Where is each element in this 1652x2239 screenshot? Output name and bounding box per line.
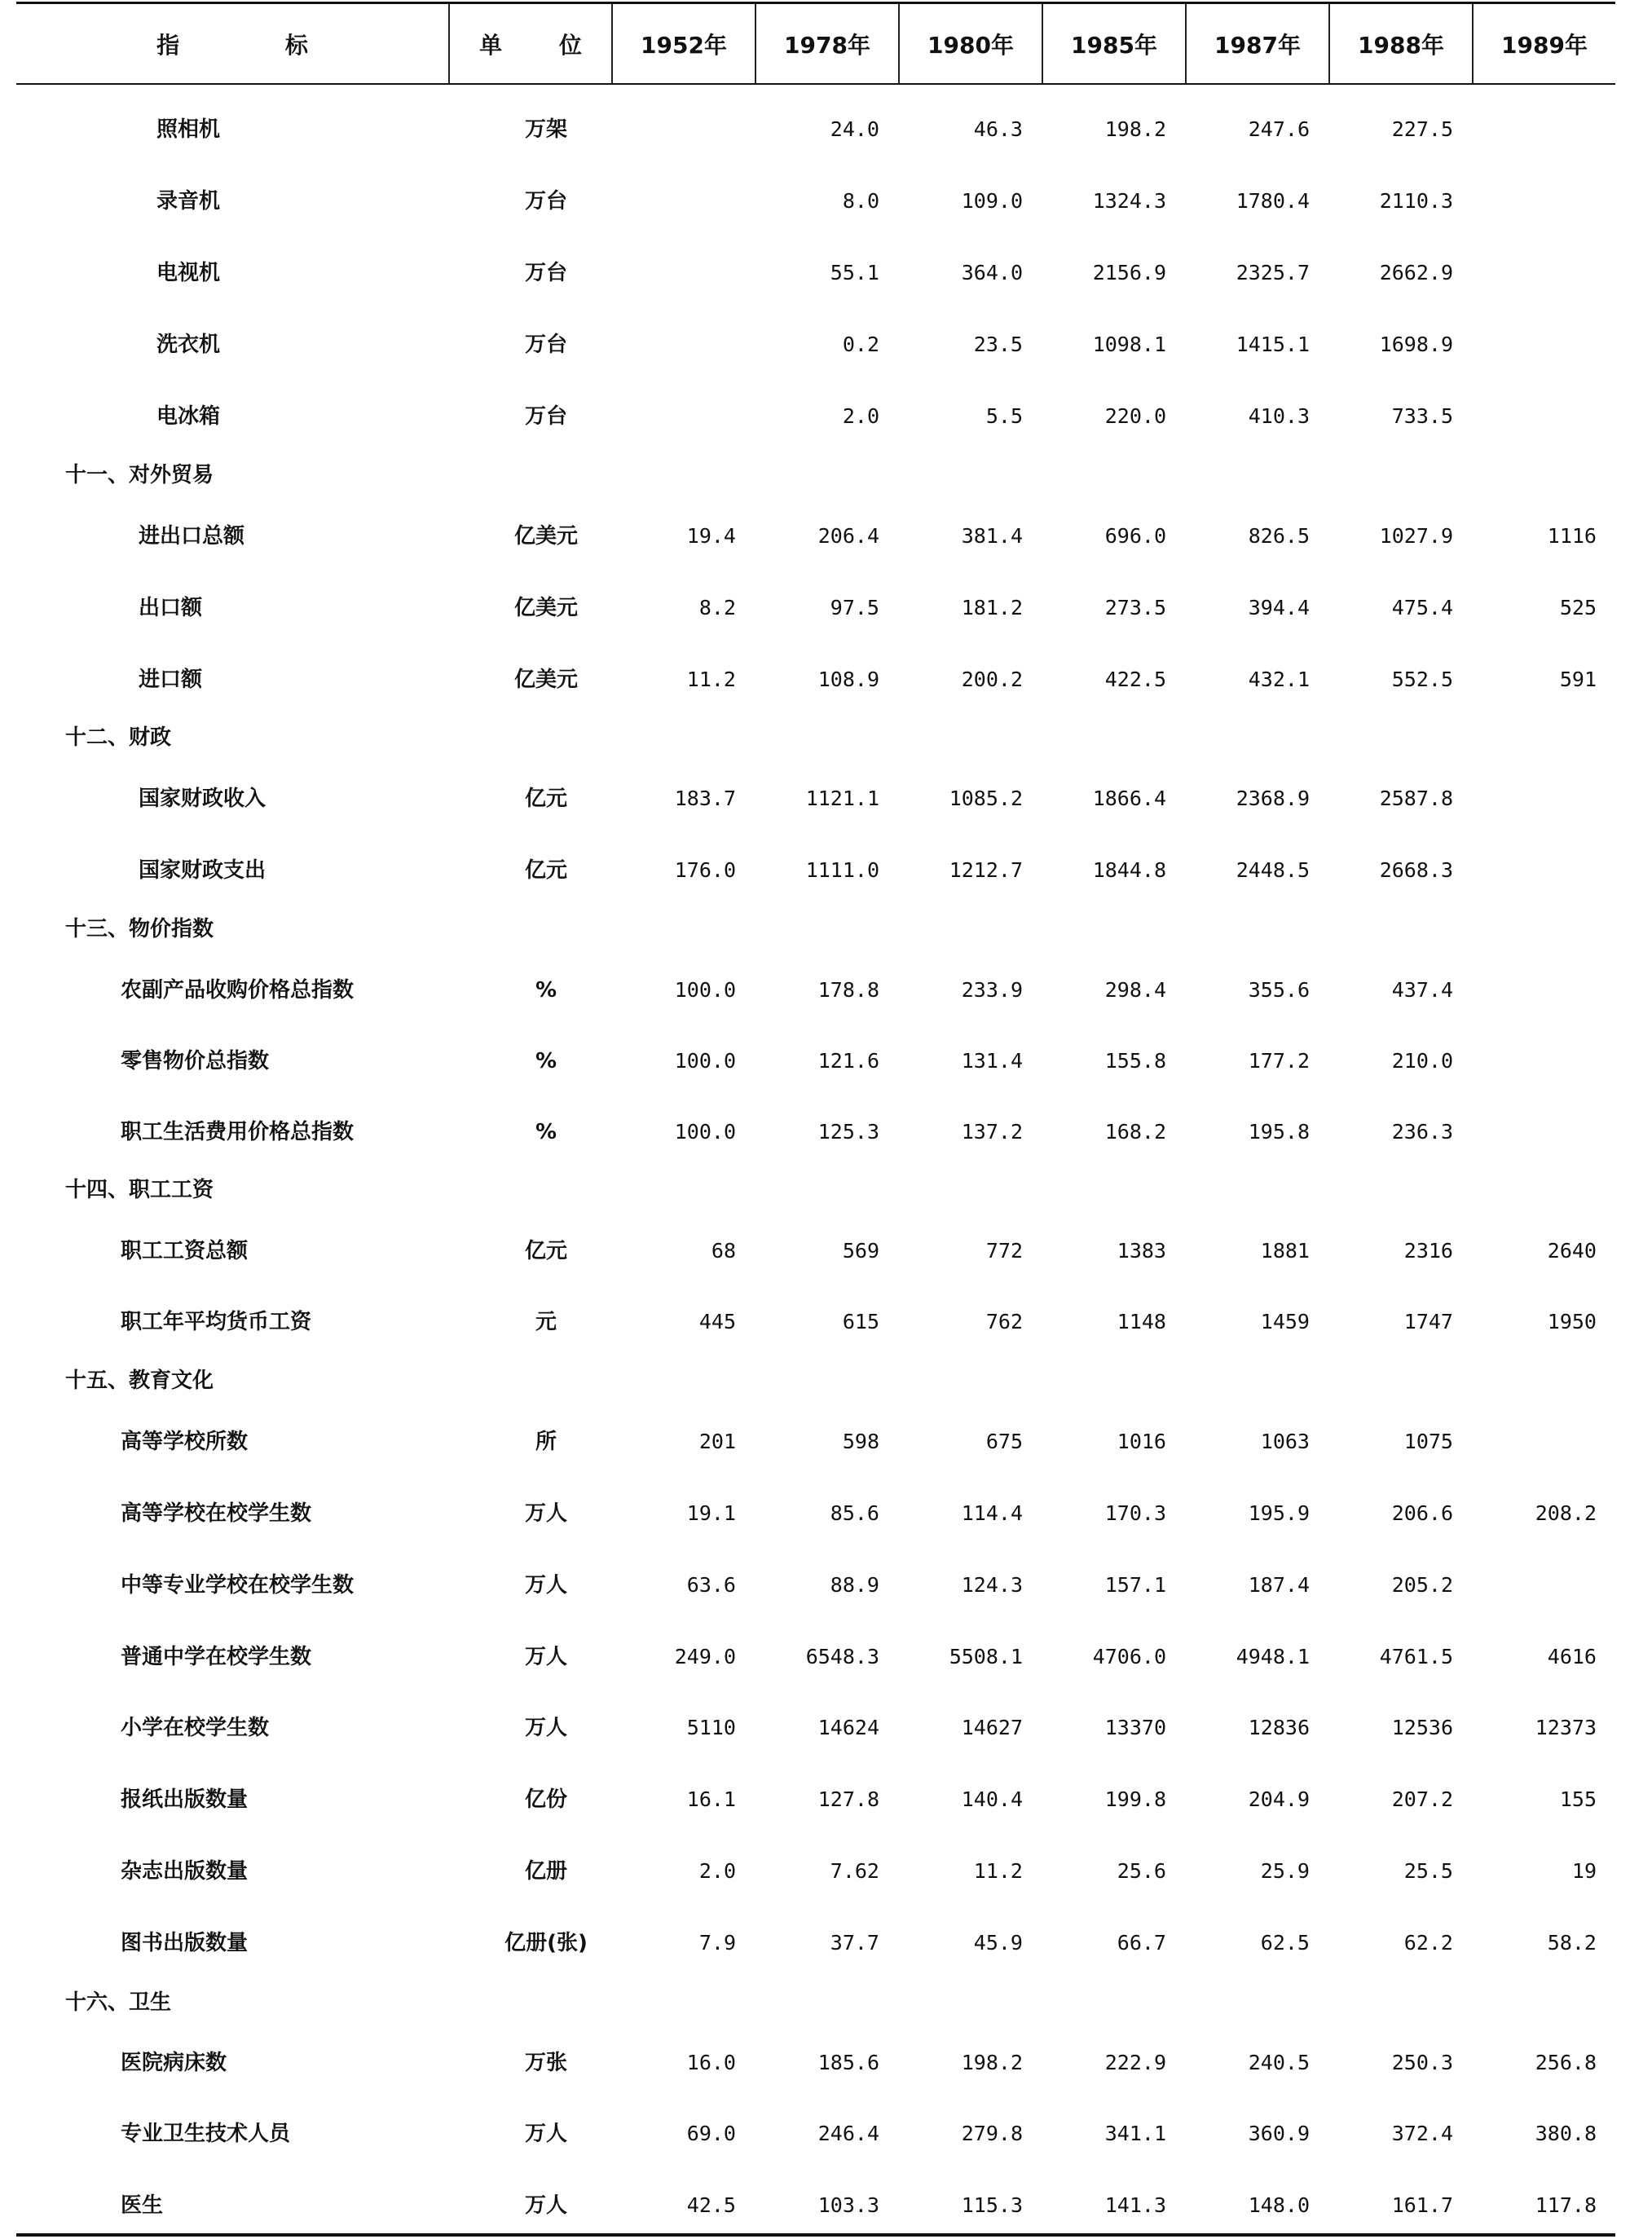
indicator-label: 杂志出版数量	[121, 1859, 249, 1884]
indicator-label: 医生	[121, 2193, 164, 2218]
value-cell: 14624	[817, 1716, 879, 1739]
indicator-label: 电视机	[156, 261, 221, 285]
indicator-label: 进出口总额	[139, 524, 245, 549]
value-cell: 236.3	[1391, 1120, 1453, 1144]
header-year-1985: 1985年	[1042, 4, 1185, 83]
value-cell: 25.6	[1117, 1859, 1166, 1883]
value-cell: 552.5	[1391, 668, 1453, 691]
value-cell: 1747	[1403, 1310, 1453, 1333]
indicator-label: 照相机	[156, 117, 221, 142]
value-cell: 772	[985, 1239, 1023, 1263]
indicator-label: 职工生活费用价格总指数	[121, 1120, 355, 1144]
table-row	[16, 970, 1615, 1011]
value-cell: 733.5	[1391, 404, 1453, 428]
value-cell: 170.3	[1104, 1501, 1166, 1525]
value-cell: 13370	[1104, 1716, 1166, 1739]
unit-cell: 万人	[524, 1716, 567, 1740]
value-cell: 591	[1559, 668, 1597, 691]
table-header-rule	[16, 83, 1615, 85]
value-cell: 201	[698, 1430, 736, 1453]
section-heading: 十一、对外贸易	[65, 463, 214, 487]
indicator-label: 高等学校所数	[121, 1430, 249, 1454]
value-cell: 220.0	[1104, 404, 1166, 428]
table-row	[16, 2043, 1615, 2083]
table-bottom-rule	[16, 2233, 1615, 2237]
indicator-label: 洗衣机	[156, 333, 221, 357]
indicator-label: 录音机	[156, 189, 221, 214]
value-cell: 6548.3	[805, 1645, 879, 1668]
unit-cell: 万张	[524, 2051, 567, 2075]
value-cell: 525	[1559, 596, 1597, 619]
value-cell: 1085.2	[949, 787, 1023, 810]
value-cell: 2662.9	[1379, 261, 1453, 284]
value-cell	[1458, 253, 1597, 293]
value-cell: 206.4	[817, 524, 879, 548]
value-cell: 24.0	[830, 117, 879, 141]
value-cell	[597, 109, 736, 150]
value-cell: 16.1	[686, 1787, 736, 1811]
value-cell	[597, 324, 736, 365]
value-cell: 256.8	[1535, 2051, 1597, 2074]
value-cell	[1458, 396, 1597, 437]
value-cell: 437.4	[1391, 978, 1453, 1002]
value-cell: 198.2	[1104, 117, 1166, 141]
table-row	[16, 1231, 1615, 1272]
value-cell: 1383	[1117, 1239, 1166, 1263]
value-cell: 205.2	[1391, 1573, 1453, 1597]
table-row	[16, 109, 1615, 150]
section-heading-row	[16, 717, 1615, 758]
value-cell: 2316	[1403, 1239, 1453, 1263]
value-cell: 199.8	[1104, 1787, 1166, 1811]
unit-cell: %	[535, 1049, 557, 1073]
indicator-label: 图书出版数量	[121, 1931, 249, 1955]
value-cell: 206.6	[1391, 1501, 1453, 1525]
value-cell: 422.5	[1104, 668, 1166, 691]
value-cell: 55.1	[830, 261, 879, 284]
section-heading: 十三、物价指数	[65, 917, 214, 941]
value-cell: 1063	[1260, 1430, 1310, 1453]
value-cell: 195.9	[1248, 1501, 1310, 1525]
value-cell: 1844.8	[1092, 858, 1166, 882]
indicator-label: 高等学校在校学生数	[121, 1501, 312, 1526]
value-cell: 157.1	[1104, 1573, 1166, 1597]
value-cell: 4948.1	[1236, 1645, 1310, 1668]
value-cell: 381.4	[961, 524, 1023, 548]
unit-cell: %	[535, 978, 557, 1003]
unit-cell: 万人	[524, 2193, 567, 2218]
table-row	[16, 1565, 1615, 1606]
value-cell: 615	[842, 1310, 879, 1333]
indicator-label: 电冰箱	[156, 404, 221, 429]
value-cell: 250.3	[1391, 2051, 1453, 2074]
value-cell: 2110.3	[1379, 189, 1453, 213]
value-cell	[1458, 324, 1597, 365]
value-cell: 14627	[961, 1716, 1023, 1739]
value-cell: 16.0	[686, 2051, 736, 2074]
table-row	[16, 396, 1615, 437]
value-cell: 200.2	[961, 668, 1023, 691]
table-row	[16, 324, 1615, 365]
value-cell: 8.0	[842, 189, 879, 213]
value-cell: 2.0	[698, 1859, 736, 1883]
value-cell: 185.6	[817, 2051, 879, 2074]
value-cell: 108.9	[817, 668, 879, 691]
value-cell: 360.9	[1248, 2122, 1310, 2145]
value-cell	[1458, 1421, 1597, 1462]
value-cell	[1458, 778, 1597, 819]
unit-cell: 万台	[524, 404, 567, 429]
value-cell: 2368.9	[1236, 787, 1310, 810]
value-cell: 445	[698, 1310, 736, 1333]
unit-cell: 万人	[524, 1645, 567, 1669]
table-row	[16, 1421, 1615, 1462]
value-cell: 62.2	[1403, 1931, 1453, 1955]
value-cell: 88.9	[830, 1573, 879, 1597]
header-unit: 单 位	[448, 4, 611, 83]
value-cell: 2668.3	[1379, 858, 1453, 882]
table-row	[16, 1112, 1615, 1153]
value-cell: 2.0	[842, 404, 879, 428]
value-cell: 66.7	[1117, 1931, 1166, 1955]
value-cell: 675	[985, 1430, 1023, 1453]
value-cell: 100.0	[674, 978, 736, 1002]
value-cell: 1324.3	[1092, 189, 1166, 213]
table-header	[16, 4, 1615, 83]
table-row	[16, 778, 1615, 819]
section-heading-row	[16, 1982, 1615, 2023]
indicator-label: 中等专业学校在校学生数	[121, 1573, 355, 1598]
value-cell: 240.5	[1248, 2051, 1310, 2074]
value-cell: 1881	[1260, 1239, 1310, 1263]
value-cell: 114.4	[961, 1501, 1023, 1525]
value-cell: 109.0	[961, 189, 1023, 213]
header-year-1987: 1987年	[1185, 4, 1328, 83]
indicator-label: 零售物价总指数	[121, 1049, 270, 1073]
unit-cell: %	[535, 1120, 557, 1144]
value-cell: 7.9	[698, 1931, 736, 1955]
unit-cell: 万人	[524, 1501, 567, 1526]
value-cell: 141.3	[1104, 2193, 1166, 2217]
table-row	[16, 1708, 1615, 1748]
table-row	[16, 850, 1615, 891]
value-cell: 37.7	[830, 1931, 879, 1955]
indicator-label: 农副产品收购价格总指数	[121, 978, 355, 1003]
value-cell	[1458, 850, 1597, 891]
value-cell: 19	[1571, 1859, 1597, 1883]
value-cell: 2640	[1547, 1239, 1597, 1263]
unit-cell: 万台	[524, 189, 567, 214]
value-cell: 7.62	[830, 1859, 879, 1883]
value-cell: 46.3	[973, 117, 1023, 141]
value-cell: 2325.7	[1236, 261, 1310, 284]
section-heading-row	[16, 1360, 1615, 1401]
value-cell: 279.8	[961, 2122, 1023, 2145]
value-cell: 1116	[1547, 524, 1597, 548]
indicator-label: 职工年平均货币工资	[121, 1310, 312, 1334]
indicator-label: 职工工资总额	[121, 1239, 249, 1263]
value-cell: 5508.1	[949, 1645, 1023, 1668]
indicator-label: 国家财政支出	[139, 858, 267, 883]
value-cell: 1950	[1547, 1310, 1597, 1333]
value-cell: 63.6	[686, 1573, 736, 1597]
value-cell: 25.9	[1260, 1859, 1310, 1883]
indicator-label: 国家财政收入	[139, 787, 267, 811]
value-cell	[1458, 1041, 1597, 1082]
header-year-1988: 1988年	[1328, 4, 1472, 83]
value-cell: 204.9	[1248, 1787, 1310, 1811]
value-cell: 826.5	[1248, 524, 1310, 548]
value-cell: 19.1	[686, 1501, 736, 1525]
value-cell: 1111.0	[805, 858, 879, 882]
table-row	[16, 253, 1615, 293]
table-row	[16, 1779, 1615, 1820]
value-cell: 1148	[1117, 1310, 1166, 1333]
unit-cell: 万人	[524, 2122, 567, 2146]
value-cell: 19.4	[686, 524, 736, 548]
value-cell: 372.4	[1391, 2122, 1453, 2145]
value-cell: 45.9	[973, 1931, 1023, 1955]
value-cell: 4761.5	[1379, 1645, 1453, 1668]
value-cell: 380.8	[1535, 2122, 1597, 2145]
value-cell	[597, 181, 736, 222]
unit-cell: 亿美元	[513, 668, 578, 692]
header-year-1980: 1980年	[898, 4, 1042, 83]
value-cell	[597, 253, 736, 293]
value-cell	[1458, 109, 1597, 150]
value-cell: 341.1	[1104, 2122, 1166, 2145]
unit-cell: 所	[535, 1430, 557, 1454]
value-cell: 178.8	[817, 978, 879, 1002]
value-cell: 1098.1	[1092, 333, 1166, 356]
unit-cell: 亿元	[524, 858, 567, 883]
value-cell: 85.6	[830, 1501, 879, 1525]
value-cell: 1866.4	[1092, 787, 1166, 810]
value-cell: 187.4	[1248, 1573, 1310, 1597]
value-cell: 25.5	[1403, 1859, 1453, 1883]
table-row	[16, 1302, 1615, 1342]
section-heading: 十五、教育文化	[65, 1369, 214, 1393]
value-cell: 177.2	[1248, 1049, 1310, 1073]
value-cell	[1458, 181, 1597, 222]
value-cell: 181.2	[961, 596, 1023, 619]
value-cell	[1458, 1565, 1597, 1606]
value-cell: 195.8	[1248, 1120, 1310, 1144]
value-cell: 100.0	[674, 1049, 736, 1073]
table-row	[16, 1851, 1615, 1892]
value-cell: 12836	[1248, 1716, 1310, 1739]
unit-cell: 万台	[524, 333, 567, 357]
value-cell: 1459	[1260, 1310, 1310, 1333]
value-cell: 1780.4	[1236, 189, 1310, 213]
table-row	[16, 659, 1615, 700]
section-heading: 十四、职工工资	[65, 1178, 214, 1202]
indicator-label: 医院病床数	[121, 2051, 227, 2075]
value-cell: 207.2	[1391, 1787, 1453, 1811]
value-cell: 569	[842, 1239, 879, 1263]
value-cell: 117.8	[1535, 2193, 1597, 2217]
value-cell: 140.4	[961, 1787, 1023, 1811]
table-row	[16, 1041, 1615, 1082]
value-cell: 1698.9	[1379, 333, 1453, 356]
value-cell: 23.5	[973, 333, 1023, 356]
unit-cell: 亿册(张)	[504, 1931, 588, 1955]
table-row	[16, 1923, 1615, 1964]
header-year-1978: 1978年	[755, 4, 898, 83]
value-cell: 1415.1	[1236, 333, 1310, 356]
value-cell: 131.4	[961, 1049, 1023, 1073]
indicator-label: 出口额	[139, 596, 203, 620]
table-row	[16, 181, 1615, 222]
unit-cell: 亿元	[524, 787, 567, 811]
unit-cell: 亿册	[524, 1859, 567, 1884]
value-cell: 1027.9	[1379, 524, 1453, 548]
value-cell	[597, 396, 736, 437]
value-cell: 121.6	[817, 1049, 879, 1073]
value-cell: 2587.8	[1379, 787, 1453, 810]
value-cell: 5.5	[985, 404, 1023, 428]
value-cell: 125.3	[817, 1120, 879, 1144]
section-heading-row	[16, 909, 1615, 950]
value-cell: 8.2	[698, 596, 736, 619]
table-row	[16, 1493, 1615, 1534]
header-indicator: 指 标	[156, 31, 357, 59]
value-cell: 222.9	[1104, 2051, 1166, 2074]
value-cell: 58.2	[1547, 1931, 1597, 1955]
value-cell: 4706.0	[1092, 1645, 1166, 1668]
value-cell: 1075	[1403, 1430, 1453, 1453]
unit-cell: 万人	[524, 1573, 567, 1598]
value-cell: 69.0	[686, 2122, 736, 2145]
value-cell: 475.4	[1391, 596, 1453, 619]
value-cell: 11.2	[686, 668, 736, 691]
value-cell: 183.7	[674, 787, 736, 810]
value-cell: 233.9	[961, 978, 1023, 1002]
value-cell: 247.6	[1248, 117, 1310, 141]
value-cell: 62.5	[1260, 1931, 1310, 1955]
unit-cell: 亿元	[524, 1239, 567, 1263]
value-cell: 364.0	[961, 261, 1023, 284]
value-cell: 762	[985, 1310, 1023, 1333]
table-row	[16, 2113, 1615, 2154]
value-cell: 273.5	[1104, 596, 1166, 619]
unit-cell: 亿份	[524, 1787, 567, 1812]
value-cell	[1458, 1112, 1597, 1153]
value-cell: 2448.5	[1236, 858, 1310, 882]
value-cell: 155	[1559, 1787, 1597, 1811]
unit-cell: 亿美元	[513, 524, 578, 549]
value-cell: 127.8	[817, 1787, 879, 1811]
value-cell	[1458, 970, 1597, 1011]
indicator-label: 小学在校学生数	[121, 1716, 270, 1740]
value-cell: 42.5	[686, 2193, 736, 2217]
value-cell: 249.0	[674, 1645, 736, 1668]
value-cell: 208.2	[1535, 1501, 1597, 1525]
table-row	[16, 1637, 1615, 1677]
value-cell: 115.3	[961, 2193, 1023, 2217]
value-cell: 227.5	[1391, 117, 1453, 141]
section-heading: 十六、卫生	[65, 1990, 172, 2015]
value-cell: 124.3	[961, 1573, 1023, 1597]
indicator-label: 专业卫生技术人员	[121, 2122, 291, 2146]
value-cell: 394.4	[1248, 596, 1310, 619]
value-cell: 1212.7	[949, 858, 1023, 882]
value-cell: 148.0	[1248, 2193, 1310, 2217]
value-cell: 100.0	[674, 1120, 736, 1144]
value-cell: 2156.9	[1092, 261, 1166, 284]
value-cell: 168.2	[1104, 1120, 1166, 1144]
value-cell: 68	[711, 1239, 736, 1263]
value-cell: 97.5	[830, 596, 879, 619]
value-cell: 103.3	[817, 2193, 879, 2217]
value-cell: 12536	[1391, 1716, 1453, 1739]
value-cell: 5110	[686, 1716, 736, 1739]
value-cell: 432.1	[1248, 668, 1310, 691]
value-cell: 161.7	[1391, 2193, 1453, 2217]
value-cell: 210.0	[1391, 1049, 1453, 1073]
value-cell: 246.4	[817, 2122, 879, 2145]
value-cell: 176.0	[674, 858, 736, 882]
value-cell: 12373	[1535, 1716, 1597, 1739]
unit-cell: 万架	[524, 117, 567, 142]
indicator-label: 报纸出版数量	[121, 1787, 249, 1812]
unit-cell: 万台	[524, 261, 567, 285]
value-cell: 696.0	[1104, 524, 1166, 548]
table-row	[16, 2185, 1615, 2226]
value-cell: 0.2	[842, 333, 879, 356]
value-cell: 1121.1	[805, 787, 879, 810]
value-cell: 11.2	[973, 1859, 1023, 1883]
value-cell: 1016	[1117, 1430, 1166, 1453]
value-cell: 355.6	[1248, 978, 1310, 1002]
table-row	[16, 588, 1615, 628]
value-cell: 410.3	[1248, 404, 1310, 428]
value-cell: 4616	[1547, 1645, 1597, 1668]
indicator-label: 普通中学在校学生数	[121, 1645, 312, 1669]
value-cell: 198.2	[961, 2051, 1023, 2074]
unit-cell: 元	[535, 1310, 557, 1334]
value-cell: 298.4	[1104, 978, 1166, 1002]
value-cell: 137.2	[961, 1120, 1023, 1144]
indicator-label: 进口额	[139, 668, 203, 692]
value-cell: 598	[842, 1430, 879, 1453]
section-heading-row	[16, 1170, 1615, 1210]
unit-cell: 亿美元	[513, 596, 578, 620]
value-cell: 155.8	[1104, 1049, 1166, 1073]
section-heading-row	[16, 455, 1615, 496]
header-year-1989: 1989年	[1472, 4, 1615, 83]
section-heading: 十二、财政	[65, 725, 172, 750]
table-row	[16, 516, 1615, 557]
header-year-1952: 1952年	[611, 4, 755, 83]
